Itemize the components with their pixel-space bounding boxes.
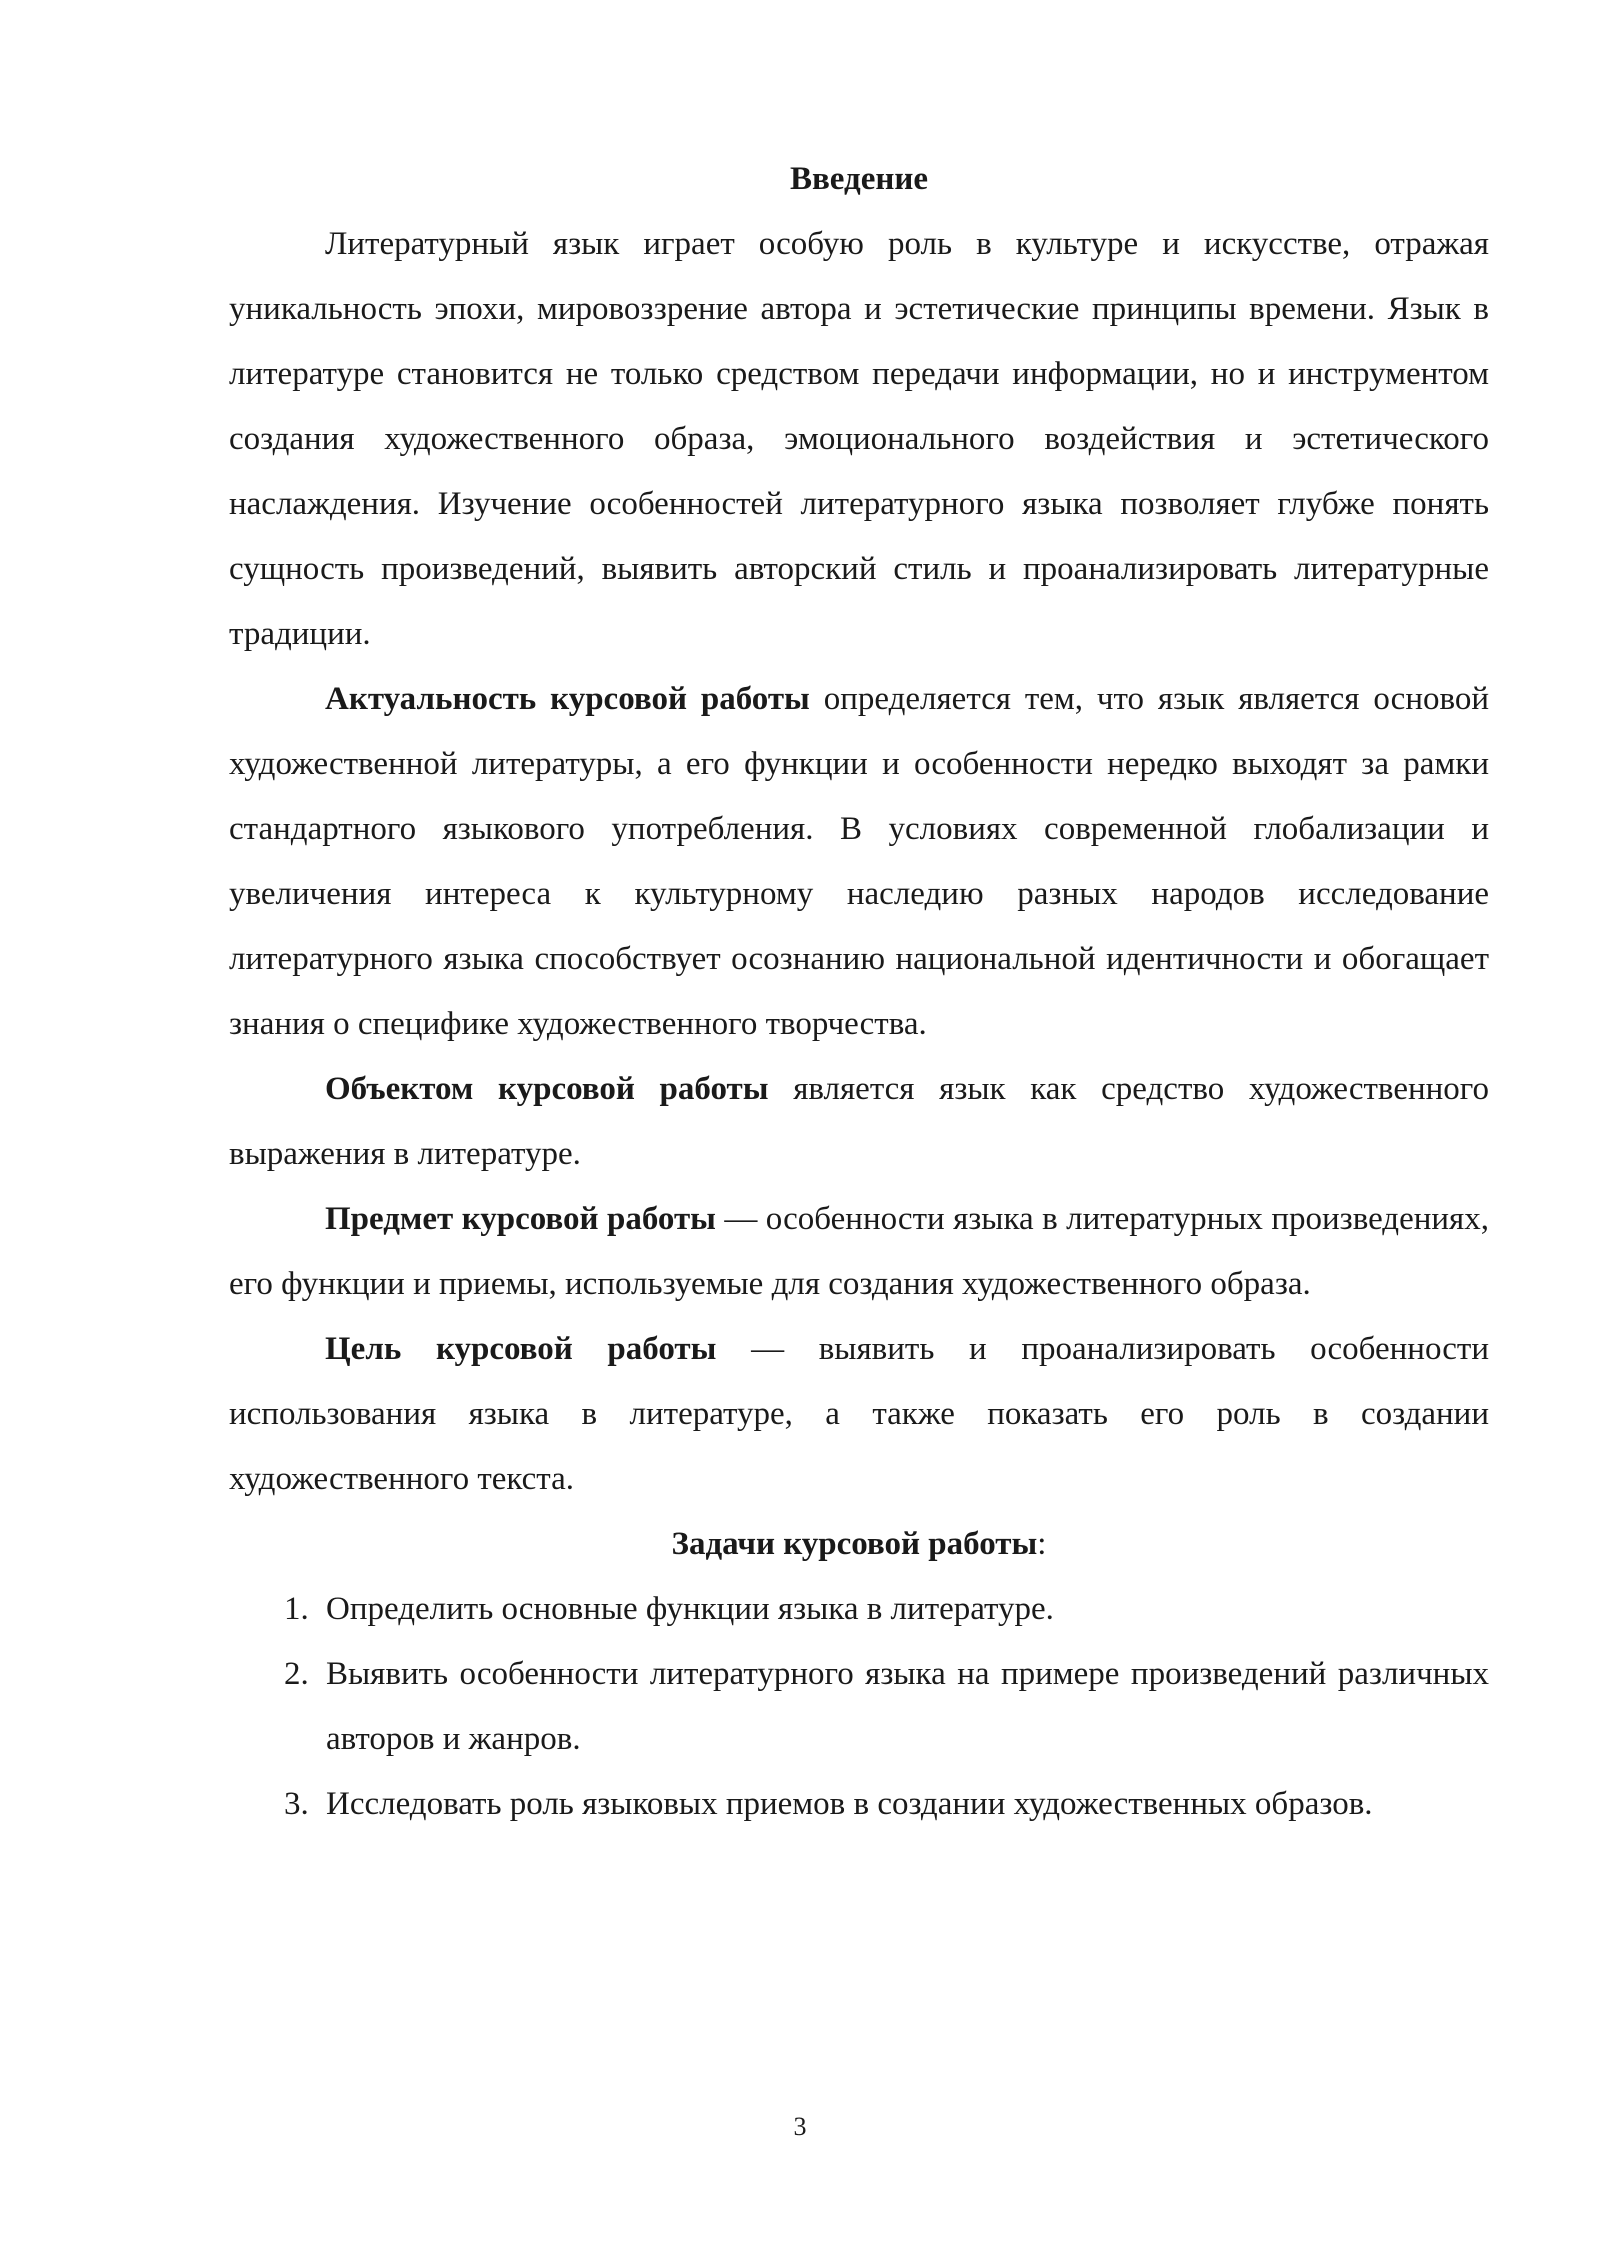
relevance-paragraph bbox=[229, 667, 1489, 1057]
goal-paragraph bbox=[229, 1317, 1489, 1512]
subject-label: Предмет курсовой работы bbox=[325, 1201, 716, 1237]
relevance-label: Актуальность курсовой работы bbox=[325, 681, 810, 717]
subject-paragraph bbox=[229, 1187, 1489, 1317]
list-item-number: 3. bbox=[284, 1786, 309, 1822]
task-list bbox=[229, 1577, 1489, 1837]
list-item-number: 1. bbox=[284, 1591, 309, 1627]
tasks-heading bbox=[229, 1512, 1489, 1577]
goal-label: Цель курсовой работы bbox=[325, 1331, 717, 1367]
list-item bbox=[229, 1577, 1489, 1642]
list-item bbox=[229, 1642, 1489, 1772]
relevance-text: определяется тем, что язык является основой художественной литературы, а его функции и особенности нередко выходят за рамки стандартного языкового употребления. В условиях современной глобализации и увеличения интереса к культурному наследию разных народов исследование литературного языка способствует осознанию национальной идентичности и обогащает знания о специфике художественного творчества. bbox=[229, 681, 1489, 1042]
list-item-number: 2. bbox=[284, 1656, 309, 1692]
subject-text: — особенности языка в литературных произведениях, его функции и приемы, используемые для создания художественного образа. bbox=[229, 1201, 1489, 1302]
tasks-heading-label: Задачи курсовой работы bbox=[671, 1526, 1038, 1562]
object-text: является язык как средство художественного выражения в литературе. bbox=[229, 1071, 1490, 1172]
page-number: 3 bbox=[793, 2112, 807, 2141]
tasks-heading-colon: : bbox=[1037, 1526, 1047, 1562]
list-item-text: Определить основные функции языка в литературе. bbox=[326, 1591, 1054, 1627]
object-paragraph bbox=[229, 1057, 1489, 1187]
intro-paragraph: Литературный язык играет особую роль в культуре и искусстве, отражая уникальность эпохи, мировоззрение автора и эстетические принципы времени. Язык в литературе становится не только средством передачи информации, но и инструментом создания художественного образа, эмоционального воздействия и эстетического наслаждения. Изучение особенностей литературного языка позволяет глубже понять сущность произведений, выявить авторский стиль и проанализировать литературные традиции. bbox=[229, 226, 1489, 652]
list-item bbox=[229, 1772, 1489, 1837]
section-title: Введение bbox=[789, 161, 929, 197]
list-item-text: Выявить особенности литературного языка на примере произведений различных авторов и жанров. bbox=[326, 1656, 1489, 1757]
list-item-text: Исследовать роль языковых приемов в создании художественных образов. bbox=[326, 1786, 1373, 1822]
object-label: Объектом курсовой работы bbox=[325, 1071, 769, 1107]
goal-text: — выявить и проанализировать особенности использования языка в литературе, а также показать его роль в создании художественного текста. bbox=[229, 1331, 1489, 1497]
page-content bbox=[229, 147, 1489, 1837]
